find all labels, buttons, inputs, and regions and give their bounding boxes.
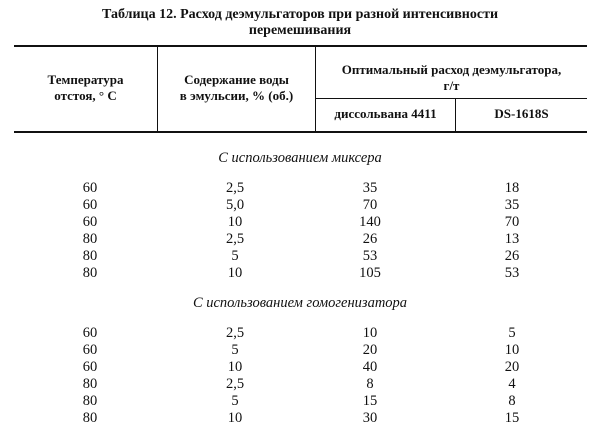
table-title: Таблица 12. Расход деэмульгаторов при разной интенсивности xyxy=(101,7,499,22)
cell-water: 10 xyxy=(227,214,243,230)
cell-dissolvan: 53 xyxy=(362,248,378,264)
header-dissolvan: диссольвана 4411 xyxy=(334,106,437,121)
table-row xyxy=(0,325,600,342)
cell-temperature: 80 xyxy=(82,265,98,281)
cell-dissolvan: 15 xyxy=(362,393,378,409)
cell-water: 2,5 xyxy=(225,180,245,196)
cell-water: 2,5 xyxy=(225,231,245,247)
cell-temperature: 80 xyxy=(82,410,98,426)
cell-water: 5 xyxy=(231,393,239,409)
table-row xyxy=(0,376,600,393)
header-top-rule xyxy=(14,45,587,47)
cell-water: 10 xyxy=(227,265,243,281)
subheader-rule xyxy=(315,98,587,99)
cell-temperature: 80 xyxy=(82,376,98,392)
header-water-content xyxy=(158,72,315,104)
section-title-mixer: С использованием миксера xyxy=(218,150,382,166)
header-optimal-line2: г/т xyxy=(443,78,460,93)
table-row xyxy=(0,410,600,427)
cell-ds1618s: 53 xyxy=(504,265,520,281)
cell-temperature: 60 xyxy=(82,342,98,358)
cell-ds1618s: 4 xyxy=(508,376,516,392)
table-row xyxy=(0,180,600,197)
cell-dissolvan: 70 xyxy=(362,197,378,213)
cell-ds1618s: 18 xyxy=(504,180,520,196)
cell-ds1618s: 15 xyxy=(504,410,520,426)
header-temperature-line2: отстоя, ° С xyxy=(54,88,117,103)
cell-temperature: 60 xyxy=(82,359,98,375)
cell-water: 5 xyxy=(231,248,239,264)
cell-temperature: 60 xyxy=(82,180,98,196)
cell-dissolvan: 8 xyxy=(366,376,374,392)
table-row xyxy=(0,214,600,231)
cell-water: 5,0 xyxy=(225,197,245,213)
cell-temperature: 60 xyxy=(82,197,98,213)
table-row xyxy=(0,265,600,282)
cell-ds1618s: 10 xyxy=(504,342,520,358)
cell-dissolvan: 26 xyxy=(362,231,378,247)
cell-temperature: 60 xyxy=(82,214,98,230)
cell-ds1618s: 13 xyxy=(504,231,520,247)
cell-ds1618s: 8 xyxy=(508,393,516,409)
cell-temperature: 80 xyxy=(82,231,98,247)
table-row xyxy=(0,359,600,376)
cell-water: 10 xyxy=(227,359,243,375)
header-temperature xyxy=(14,72,157,104)
cell-water: 2,5 xyxy=(225,376,245,392)
cell-dissolvan: 40 xyxy=(362,359,378,375)
cell-dissolvan: 140 xyxy=(359,214,381,230)
section-title-homogenizer: С использованием гомогенизатора xyxy=(192,295,408,311)
cell-dissolvan: 20 xyxy=(362,342,378,358)
cell-temperature: 80 xyxy=(82,393,98,409)
header-optimal-consumption xyxy=(316,62,587,94)
cell-water: 5 xyxy=(231,342,239,358)
table-row xyxy=(0,342,600,359)
cell-water: 10 xyxy=(227,410,243,426)
table-row xyxy=(0,393,600,410)
cell-ds1618s: 26 xyxy=(504,248,520,264)
cell-ds1618s: 20 xyxy=(504,359,520,375)
header-bottom-rule xyxy=(14,131,587,133)
cell-water: 2,5 xyxy=(225,325,245,341)
cell-temperature: 60 xyxy=(82,325,98,341)
table-row xyxy=(0,197,600,214)
cell-dissolvan: 10 xyxy=(362,325,378,341)
table-title-continuation: перемешивания xyxy=(248,23,352,38)
cell-dissolvan: 35 xyxy=(362,180,378,196)
cell-dissolvan: 105 xyxy=(359,265,381,281)
cell-ds1618s: 70 xyxy=(504,214,520,230)
cell-ds1618s: 35 xyxy=(504,197,520,213)
header-water-line1: Содержание воды xyxy=(184,72,289,87)
table-row xyxy=(0,248,600,265)
cell-temperature: 80 xyxy=(82,248,98,264)
header-temperature-line1: Температура xyxy=(47,72,124,87)
cell-dissolvan: 30 xyxy=(362,410,378,426)
header-ds1618s: DS-1618S xyxy=(494,106,549,121)
header-optimal-line1: Оптимальный расход деэмульгатора, xyxy=(341,62,562,77)
header-water-line2: в эмульсии, % (об.) xyxy=(179,88,294,103)
cell-ds1618s: 5 xyxy=(508,325,516,341)
table-row xyxy=(0,231,600,248)
